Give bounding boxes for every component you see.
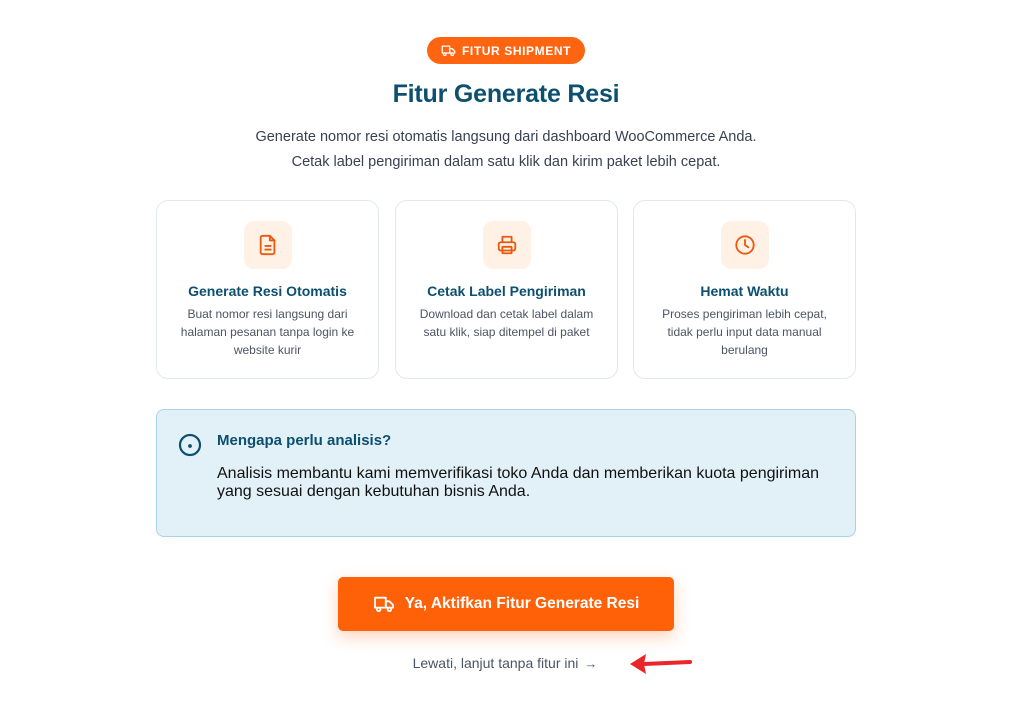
- skip-link[interactable]: [0, 655, 1010, 671]
- annotation-arrow-icon: [624, 650, 694, 678]
- document-icon: [257, 234, 279, 256]
- truck-icon: [373, 595, 395, 613]
- feature-title: Cetak Label Pengiriman: [427, 283, 586, 299]
- arrow-right-icon: →: [584, 656, 598, 671]
- feature-icon-box: [483, 221, 531, 269]
- badge-label: FITUR SHIPMENT: [461, 43, 572, 58]
- subtitle-line-1: Generate nomor resi otomatis langsung dari dashboard WooCommerce Anda.: [255, 129, 757, 145]
- feature-badge: [427, 37, 585, 64]
- feature-card-cetak-label: [395, 200, 618, 379]
- clock-icon: [734, 234, 756, 256]
- skip-label: Lewati, lanjut tanpa fitur ini: [412, 655, 579, 671]
- page-subtitle: [0, 125, 1012, 175]
- feature-title: Hemat Waktu: [700, 283, 789, 299]
- feature-description: Download dan cetak label dalam satu klik, siap ditempel di paket: [419, 307, 594, 339]
- feature-title: Generate Resi Otomatis: [188, 283, 347, 299]
- info-text: Analisis membantu kami memverifikasi toko Anda dan memberikan kuota pengiriman yang sesuai dengan kebutuhan bisnis Anda.: [217, 465, 820, 500]
- info-title: Mengapa perlu analisis?: [217, 432, 392, 449]
- printer-icon: [496, 234, 518, 256]
- feature-icon-box: [244, 221, 292, 269]
- feature-description: Buat nomor resi langsung dari halaman pesanan tanpa login ke website kurir: [180, 307, 355, 357]
- feature-card-hemat-waktu: [633, 200, 856, 379]
- activate-feature-label: Ya, Aktifkan Fitur Generate Resi: [404, 595, 640, 612]
- info-icon: [178, 433, 202, 457]
- page-title: Fitur Generate Resi: [392, 80, 620, 108]
- feature-description: Proses pengiriman lebih cepat, tidak perlu input data manual berulang: [662, 307, 827, 357]
- feature-cards: [156, 200, 856, 379]
- feature-icon-box: [721, 221, 769, 269]
- truck-icon: [441, 44, 456, 57]
- subtitle-line-2: Cetak label pengiriman dalam satu klik dan kirim paket lebih cepat.: [291, 154, 721, 170]
- feature-card-generate-resi: [156, 200, 379, 379]
- info-box: [156, 409, 856, 537]
- activate-feature-button[interactable]: [338, 577, 674, 631]
